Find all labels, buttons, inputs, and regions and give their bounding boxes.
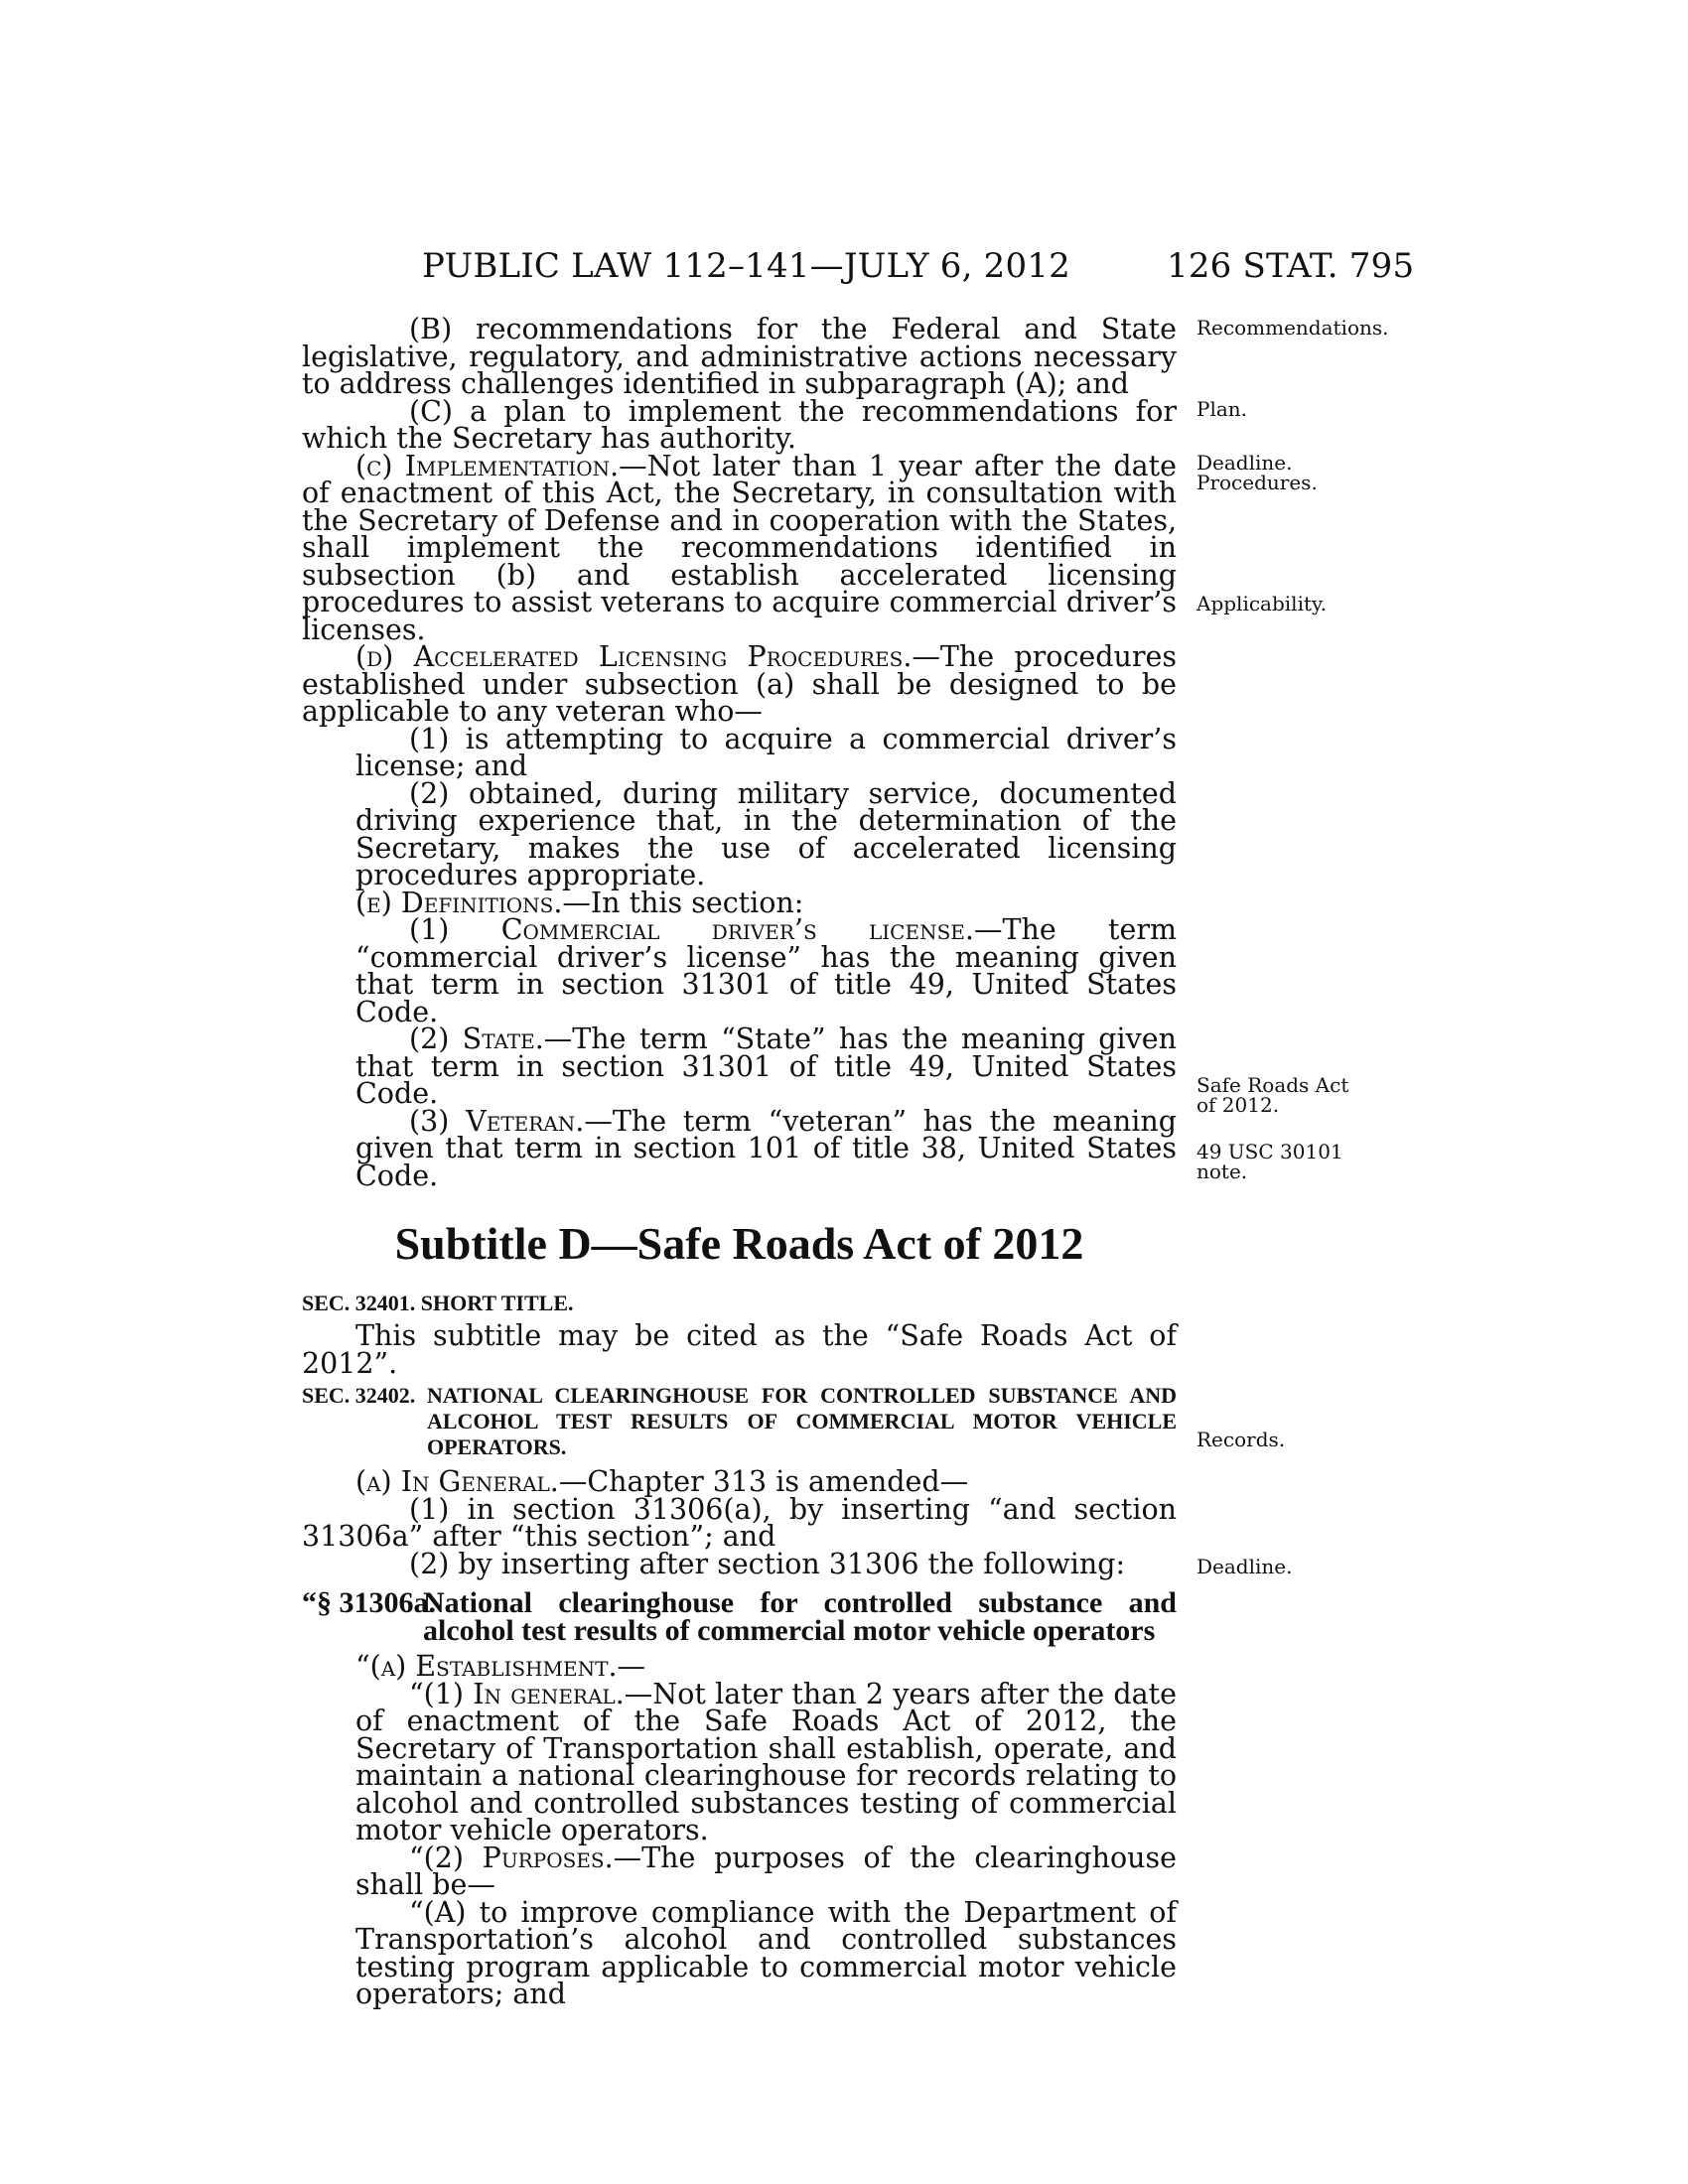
margin-note-deadline: Deadline. — [1196, 1555, 1293, 1578]
purposes-label: “(2) Purposes. — [409, 1841, 614, 1874]
definition-3-heading: (3) Veteran. — [409, 1104, 585, 1138]
subsection-c-heading: (c) Implementation. — [355, 449, 620, 482]
subsection-e-heading: (e) Definitions. — [355, 886, 563, 919]
definition-1 — [302, 913, 1177, 1028]
definition-2-heading: (2) State. — [409, 1023, 544, 1055]
definition-1-heading: (1) Commercial driver’s license. — [409, 913, 974, 946]
establishment-dash: — — [617, 1650, 646, 1683]
definition-3 — [302, 1104, 1177, 1192]
margin-note-usc: 49 USC 30101 note. — [1196, 1140, 1343, 1183]
subsection-d-text: —The procedures established under subsection (a) shall be designed to be applicable to any veteran who— — [302, 640, 1177, 728]
section-31306a-number: “§ 31306a. — [302, 1586, 436, 1619]
establishment-label: “(a) Establishment. — [355, 1650, 618, 1683]
body-text — [302, 313, 1177, 2010]
purposes-paragraph — [302, 1841, 1177, 1901]
subsection-a-heading: (a) In General. — [355, 1465, 559, 1498]
definition-1-text: —The term “commercial driver’s license” has the meaning given that term in section 31301 of title 49, United States Code. — [355, 913, 1177, 1028]
amendment-2: (2) by inserting after section 31306 the following: — [409, 1547, 1126, 1580]
subsection-c — [302, 449, 1177, 646]
subsection-a-text: —Chapter 313 is amended— — [558, 1465, 969, 1498]
subsection-e — [302, 886, 1177, 919]
margin-note-records: Records. — [1196, 1428, 1286, 1451]
subtitle-heading: Subtitle D—Safe Roads Act of 2012 — [394, 1218, 1084, 1269]
section-32402-number: SEC. 32402. — [302, 1383, 416, 1408]
subsection-c-text: —Not later than 1 year after the date of enactment of this Act, the Secretary, in consultation with the Secretary of Defense and in cooperation with the States, shall implement the recommendations identified in subsection (b) and establish accelerated licensing procedures to assist veterans to acquire commercial driver’s licenses. — [302, 449, 1177, 646]
definition-2 — [302, 1025, 1177, 1108]
definition-3-text: —The term “veteran” has the meaning given that term in section 101 of title 38, United States Code. — [355, 1104, 1177, 1192]
subsection-d-heading: (d) Accelerated Licensing Procedures. — [355, 640, 913, 673]
purpose-a: “(A) to improve compliance with the Department of Transportation’s alcohol and controlled substances testing program applicable to commercial motor vehicle operators; and — [355, 1895, 1177, 2010]
section-31306a-title: National clearinghouse for controlled substance and alcohol test results of commercial motor vehicle operators — [423, 1586, 1177, 1647]
paragraph-d1: (1) is attempting to acquire a commercial driver’s license; and — [355, 722, 1177, 782]
running-head-right: 126 STAT. 795 — [1167, 246, 1415, 286]
establishment-heading — [302, 1650, 1177, 1683]
short-title-text: This subtitle may be cited as the “Safe Roads Act of 2012”. — [302, 1319, 1177, 1380]
margin-note-applicability: Applicability. — [1196, 592, 1327, 615]
in-general-label: “(1) In general. — [409, 1677, 625, 1710]
section-32402-title: NATIONAL CLEARINGHOUSE FOR CONTROLLED SUBSTANCE AND ALCOHOL TEST RESULTS OF COMMERCIAL MOTOR VEHICLE OPERATORS. — [427, 1383, 1177, 1459]
margin-note-plan: Plan. — [1196, 397, 1248, 421]
running-head-left: PUBLIC LAW 112–141—JULY 6, 2012 — [422, 246, 1070, 286]
amendment-1: (1) in section 31306(a), by inserting “and section 31306a” after “this section”; and — [302, 1492, 1177, 1553]
section-32401-heading: SEC. 32401. SHORT TITLE. — [302, 1291, 574, 1315]
definition-2-text: —The term “State” has the meaning given that term in section 31301 of title 49, United States Code. — [355, 1023, 1177, 1110]
in-general-text: —Not later than 2 years after the date of enactment of the Safe Roads Act of 2012, the Secretary of Transportation shall establish, operate, and maintain a national clearinghouse for records relating to alcohol and controlled substances testing of commercial motor vehicle operators. — [355, 1677, 1177, 1846]
subsection-e-text: —In this section: — [562, 886, 804, 919]
paragraph-d2: (2) obtained, during military service, documented driving experience that, in the determination of the Secretary, makes the use of accelerated licensing procedures appropriate. — [355, 776, 1177, 891]
margin-note-deadline-procedures: Deadline. Procedures. — [1196, 451, 1318, 494]
section-32402-heading — [302, 1383, 1177, 1460]
purposes-text: —The purposes of the clearinghouse shall be— — [355, 1841, 1177, 1901]
subsection-a — [302, 1465, 1177, 1498]
section-31306a-heading — [302, 1586, 1177, 1647]
margin-note-recommendations: Recommendations. — [1196, 316, 1389, 340]
margin-note-safe-roads-act: Safe Roads Act of 2012. — [1196, 1073, 1349, 1117]
paragraph-b: (B) recommendations for the Federal and State legislative, regulatory, and administrative actions necessary to address challenges identified in subparagraph (A); and — [302, 313, 1177, 400]
in-general-paragraph — [302, 1677, 1177, 1846]
paragraph-c: (C) a plan to implement the recommendations for which the Secretary has authority. — [302, 394, 1177, 455]
subsection-d — [302, 640, 1177, 728]
